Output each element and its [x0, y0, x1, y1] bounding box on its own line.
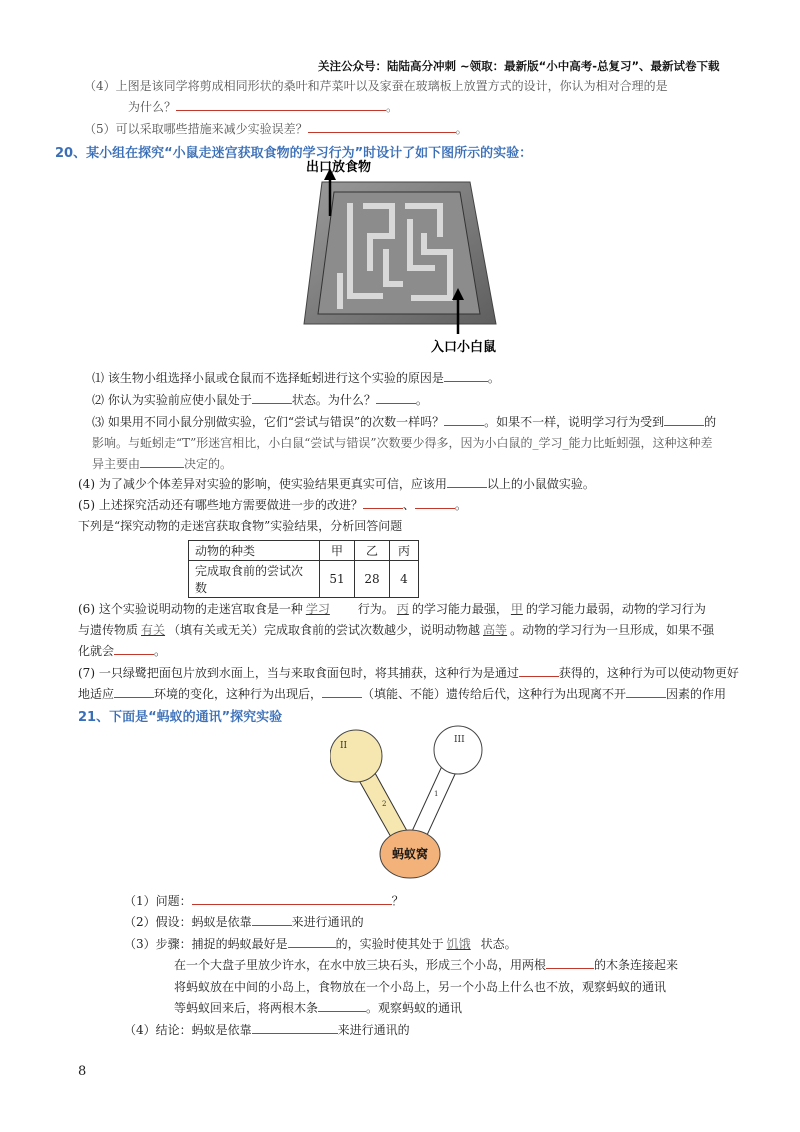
answer-blank[interactable] [252, 914, 292, 926]
q21-steps-line4 [174, 1000, 462, 1016]
island-empty [434, 726, 482, 774]
table-cell: 51 [320, 561, 355, 598]
q20-sub6-line3 [78, 643, 166, 659]
answer-blank[interactable] [288, 936, 336, 948]
table-row [189, 561, 419, 598]
q20-sub6-text3: 的学习能力最弱，动物的学习行为 [525, 602, 706, 616]
q20-sub3-line3 [92, 456, 232, 472]
answer-blank[interactable] [114, 686, 154, 698]
maze-entry-label: 入口小白鼠 [431, 340, 497, 355]
q21-hyp-tail: 来进行通讯的 [291, 915, 364, 929]
q20-sub6-prompt: (6) 这个实验说明动物的走迷宫取食是一种 [78, 602, 303, 616]
answer-blank[interactable] [415, 497, 455, 509]
answer-blank[interactable] [252, 392, 292, 404]
q21-steps [124, 936, 517, 952]
answer-blank[interactable] [114, 643, 154, 655]
q20-title: 20、某小组在探究“小鼠走迷宫获取食物的学习行为”时设计了如下图所示的实验： [55, 146, 533, 161]
q20-sub3-tail: 决定的。 [184, 457, 233, 471]
q21-steps-l4-tail: 。观察蚂蚁的通讯 [366, 1001, 463, 1015]
answer-blank[interactable] [519, 665, 559, 677]
stick-right-label: 1 [434, 790, 439, 798]
answer-blank[interactable] [447, 476, 487, 488]
nest-label: 蚂蚁窝 [392, 847, 429, 861]
q21-hypothesis [124, 914, 364, 930]
q21-steps-tail: 状态。 [480, 937, 517, 951]
q21-steps-line2 [174, 957, 678, 973]
island-right-label: III [454, 735, 465, 745]
answer-blank[interactable] [176, 99, 386, 111]
q20-table-intro: 下列是“探究动物的走迷宫获取食物”实验结果，分析回答问题 [78, 519, 403, 533]
period: 。 [386, 100, 399, 114]
q20-sub3-cause: 异主要由 [92, 457, 141, 471]
filled-answer: 丙 [396, 602, 409, 616]
q20-sub7-text3: 环境的变化，这种行为出现后， [154, 687, 323, 701]
table-cell: 4 [390, 561, 419, 598]
q20-sub6-text6: 。动物的学习行为一旦形成，如果不强 [510, 623, 715, 637]
separator: 、 [402, 498, 415, 512]
header-notice: 关注公众号：陆陆高分冲刺 ~领取：最新版“小中高考-总复习”、最新试卷下载 [318, 59, 720, 73]
answer-blank[interactable] [664, 414, 704, 426]
q20-sub7-line1 [78, 665, 739, 681]
ant-experiment-diagram [330, 724, 500, 884]
results-table [188, 540, 419, 598]
answer-blank[interactable] [322, 686, 362, 698]
q20-sub6-text: 行为。 [357, 602, 394, 616]
q21-conclusion [124, 1022, 410, 1038]
q20-sub1 [92, 370, 500, 386]
answer-blank[interactable] [626, 686, 666, 698]
q21-problem [124, 893, 404, 909]
table-header-row [189, 541, 419, 561]
q20-sub7-text2: 地适应 [78, 687, 115, 701]
table-header-cell: 丙 [390, 541, 419, 561]
answer-blank[interactable] [546, 957, 594, 969]
q21-concl-prompt: （4）结论：蚂蚁是依靠 [124, 1023, 252, 1037]
q20-sub6-text7: 化就会 [78, 644, 115, 658]
period: 。 [487, 371, 500, 385]
period: 。 [455, 122, 468, 136]
q20-sub6-line1 [78, 601, 706, 617]
answer-blank[interactable] [444, 414, 484, 426]
q21-concl-tail: 来进行通讯的 [337, 1023, 410, 1037]
period: 。 [415, 393, 428, 407]
q20-sub6-text5: （填有关或无关）完成取食前的尝试次数越少，说明动物越 [168, 623, 481, 637]
q20-sub5 [78, 497, 467, 513]
table-header-cell: 乙 [355, 541, 390, 561]
answer-blank[interactable] [252, 1022, 338, 1034]
q20-sub4-tail: 以上的小鼠做实验。 [486, 477, 595, 491]
answer-blank[interactable] [140, 456, 184, 468]
table-header-cell: 动物的种类 [189, 541, 320, 561]
q20-sub2-why: 状态。为什么？ [291, 393, 376, 407]
q19-part4-line2 [128, 99, 398, 115]
q19-part4-line1: （4）上图是该同学将剪成相同形状的桑叶和芹菜叶以及家蚕在玻璃板上放置方式的设计，你认为相对合理的是 [84, 79, 668, 93]
q20-sub7-text5: 因素的作用 [666, 687, 727, 701]
q20-sub7-line2 [78, 686, 726, 702]
q19-part4-prompt: 为什么？ [128, 100, 177, 114]
filled-answer: 有关 [141, 623, 166, 637]
answer-blank[interactable] [444, 370, 488, 382]
q21-steps-line3: 将蚂蚁放在中间的小岛上，食物放在一个小岛上，另一个小岛上什么也不放，观察蚂蚁的通讯 [174, 980, 667, 994]
q21-steps-prompt: （3）步骤：捕捉的蚂蚁最好是 [124, 937, 288, 951]
q20-sub2 [92, 392, 428, 408]
q20-sub6-text2: 的学习能力最强， [411, 602, 508, 616]
answer-blank[interactable] [376, 392, 416, 404]
maze-exit-label: 出口放食物 [306, 160, 372, 175]
answer-blank[interactable] [192, 893, 392, 905]
answer-blank[interactable] [308, 121, 456, 133]
q20-sub3-line1 [92, 414, 716, 430]
island-left-label: II [340, 741, 348, 751]
q20-sub6-line2 [78, 622, 714, 638]
filled-answer: 饥饿 [446, 937, 471, 951]
q21-steps-l4: 等蚂蚁回来后，将两根木条 [174, 1001, 319, 1015]
q20-sub4-prompt: (4) 为了减少个体差异对实验的影响，使实验结果更真实可信，应该用 [78, 477, 447, 491]
q21-hyp-prompt: （2）假设：蚂蚁是依靠 [124, 915, 252, 929]
maze-image [300, 156, 510, 354]
page-number: 8 [78, 1064, 87, 1079]
q20-sub7-prompt: (7) 一只绿鹭把面包片放到水面上，当与来取食面包时，将其捕获，这种行为是通过 [78, 666, 519, 680]
filled-answer: 学习 [305, 602, 330, 616]
q19-part5-prompt: （5）可以采取哪些措施来减少实验误差？ [84, 122, 308, 136]
q20-sub3-text: 。如果不一样，说明学习行为受到 [484, 415, 665, 429]
q21-title: 21、下面是“蚂蚁的通讯”探究实验 [78, 710, 283, 725]
q20-sub7-text4: （填能、不能）遗传给后代，这种行为出现离不开 [362, 687, 627, 701]
q20-sub5-prompt: (5) 上述探究活动还有哪些地方需要做进一步的改进？ [78, 498, 363, 512]
q21-steps-l2: 在一个大盘子里放少许水，在水中放三块石头，形成三个小岛，用两根 [174, 958, 547, 972]
q20-sub6-text4: 与遗传物质 [78, 623, 139, 637]
table-row-label: 完成取食前的尝试次数 [189, 561, 320, 598]
q20-sub4 [78, 476, 595, 492]
q20-sub3-end: 的 [704, 415, 717, 429]
stick-left-label: 2 [382, 800, 387, 808]
island-food [330, 730, 382, 782]
q21-problem-prompt: （1）问题： [124, 894, 192, 908]
filled-answer: 高等 [483, 623, 508, 637]
q21-steps-text: 的，实验时使其处于 [335, 937, 444, 951]
answer-blank[interactable] [363, 497, 403, 509]
period: 。 [454, 498, 467, 512]
table-header-cell: 甲 [320, 541, 355, 561]
period: 。 [154, 644, 167, 658]
q20-sub2-prompt: ⑵ 你认为实验前应使小鼠处于 [92, 393, 252, 407]
q19-part5 [84, 121, 468, 137]
question-mark: ？ [391, 894, 404, 908]
table-cell: 28 [355, 561, 390, 598]
filled-answer: 甲 [510, 602, 523, 616]
q20-sub7-text: 获得的，这种行为可以使动物更好 [558, 666, 739, 680]
q20-sub3-line2: 影响。与蚯蚓走“T”形迷宫相比，小白鼠“尝试与错误”次数要少得多，因为小白鼠的_学习_能力比蚯蚓强，这种这种差 [92, 436, 713, 450]
q20-sub1-prompt: ⑴ 该生物小组选择小鼠或仓鼠而不选择蚯蚓进行这个实验的原因是 [92, 371, 444, 385]
answer-blank[interactable] [318, 1000, 366, 1012]
q20-sub3-prompt: ⑶ 如果用不同小鼠分别做实验，它们“尝试与错误”的次数一样吗？ [92, 415, 445, 429]
q21-steps-l2-tail: 的木条连接起来 [594, 958, 679, 972]
